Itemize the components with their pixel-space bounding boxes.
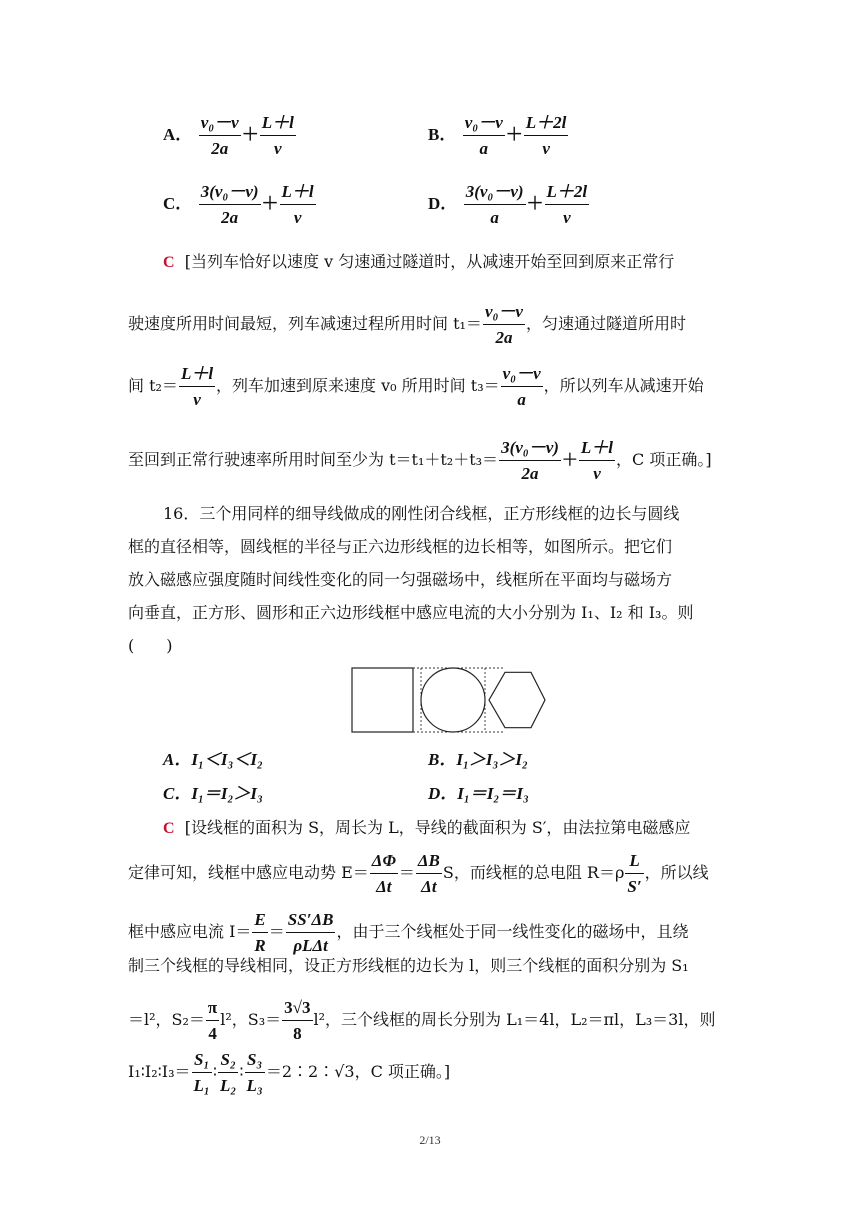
option-c-label: C． <box>163 194 193 214</box>
answer15-line3: 间 t₂＝ $\frac{L+l}{v}$ ，列车加速到原来速度 v₀ 所用时间 t₃＝ $\frac{\text{v₀－v}}{a}$ ，所以列车从减速开始 <box>128 364 704 409</box>
option-d-label: D． <box>428 194 458 214</box>
answer15-line2: 驶速度所用时间最短，列车减速过程所用时间 t₁＝ $\frac{\text{v₀－v}}{2a}$ ，匀速通过隧道所用时 <box>128 302 686 347</box>
answer16-line2: 定律可知，线框中感应电动势 E＝ $\frac{\Delta\Phi}{\Delta t}$ ＝ $\frac{\Delta B}{\Delta t}$ S，而线框的总电阻 R＝ρ $\frac{L}{S'}$ ，所以线 <box>128 851 709 896</box>
fraction: $\frac{L+2l}{v}$ <box>525 113 567 158</box>
fraction: $\frac{3√3}{8}$ <box>284 998 311 1043</box>
q16-option-c: C．I₁＝I₂＞I₃ <box>163 784 263 803</box>
answer15-line1: C [当列车恰好以速度 v 匀速通过隧道时，从减速开始至回到原来正常行 <box>163 252 675 271</box>
fraction: $\frac{\text{3(v₀－v)}}{2a}$ <box>501 438 559 483</box>
q16-line1: 16．三个用同样的细导线做成的刚性闭合线框，正方形线框的边长与圆线 <box>163 504 680 523</box>
fraction: $\frac{\text{3(v₀－v)}}{a}$ <box>465 182 524 227</box>
fraction: $\frac{L+l}{v}$ <box>580 438 614 483</box>
option-a-label: A． <box>163 125 193 145</box>
answer15-line4: 至回到正常行驶速率所用时间至少为 t＝t₁＋t₂＋t₃＝ $\frac{\text{3(v₀－v)}}{2a}$ ＋ $\frac{L+l}{v}$ ，C 项正确。] <box>128 438 712 483</box>
q16-line4: 向垂直，正方形、圆形和正六边形线框中感应电流的大小分别为 I₁、I₂ 和 I₃。则 <box>128 603 694 622</box>
q16-option-a: A．I₁＜I₃＜I₂ <box>163 750 263 769</box>
q16-option-b: B．I₁＞I₃＞I₂ <box>428 750 528 769</box>
answer-letter: C <box>163 820 175 837</box>
fraction: $\frac{L+l}{v}$ <box>180 364 214 409</box>
fraction: $\frac{\text{v₀－v}}{2a}$ <box>484 302 523 347</box>
option-c: C． $\frac{\text{3(v₀－v)}}{2a}$ ＋ $\frac{L+l}{v}$ <box>163 182 314 227</box>
answer-letter: C <box>163 254 175 271</box>
fraction: $\frac{\pi}{4}$ <box>207 998 218 1043</box>
circle-frame <box>421 668 485 732</box>
fraction: $\frac{\Delta B}{\Delta t}$ <box>417 851 440 896</box>
fraction: $\frac{\text{v₀－v}}{a}$ <box>502 364 541 409</box>
fraction: $\frac{L+2l}{v}$ <box>546 182 588 227</box>
answer16-line6: I₁∶I₂∶I₃＝ $\frac{\text{S₁}}{\text{L₁}}$ ∶ $\frac{\text{S₂}}{\text{L₂}}$ ∶ $\frac{\text{S₃}}{\text{L₃}}$ ＝2∶2∶√3，C 项正确。] <box>128 1050 451 1095</box>
page-number: 2/13 <box>419 1133 441 1147</box>
fraction: $\frac{L+l}{v}$ <box>281 182 314 227</box>
hexagon-frame <box>489 672 545 727</box>
answer16-line4: 制三个线框的导线相同，设正方形线框的边长为 l，则三个线框的面积分别为 S₁ <box>128 956 689 975</box>
fraction: $\frac{\text{S₂}}{\text{L₂}}$ <box>220 1050 237 1095</box>
fraction: $\frac{L}{S'}$ <box>627 851 642 896</box>
fraction: $\frac{\text{S₃}}{\text{L₃}}$ <box>246 1050 263 1095</box>
three-frames-figure <box>345 660 555 738</box>
fraction: $\frac{\text{v₀－v}}{a}$ <box>464 113 503 158</box>
fraction: $\frac{\text{v₀－v}}{2a}$ <box>200 113 239 158</box>
q16-line3: 放入磁感应强度随时间线性变化的同一匀强磁场中，线框所在平面均与磁场方 <box>128 570 673 589</box>
answer16-line1: C [设线框的面积为 S，周长为 L，导线的截面积为 S′，由法拉第电磁感应 <box>163 818 691 837</box>
fraction: $\frac{\Delta\Phi}{\Delta t}$ <box>371 851 396 896</box>
q16-line5: ( ) <box>128 636 173 655</box>
option-d: D． $\frac{\text{3(v₀－v)}}{a}$ ＋ $\frac{L+2l}{v}$ <box>428 182 588 227</box>
square-frame <box>352 668 413 732</box>
option-b-label: B． <box>428 125 457 145</box>
fraction: $\frac{\text{3(v₀－v)}}{2a}$ <box>200 182 259 227</box>
option-b: B． $\frac{\text{v₀－v}}{a}$ ＋ $\frac{L+2l}{v}$ <box>428 113 567 158</box>
q16-line2: 框的直径相等，圆线框的半径与正六边形线框的边长相等，如图所示。把它们 <box>128 537 673 556</box>
fraction: $\frac{\text{S₁}}{\text{L₁}}$ <box>193 1050 210 1095</box>
q16-option-d: D．I₁＝I₂＝I₃ <box>428 784 529 803</box>
option-a: A． $\frac{\text{v₀－v}}{2a}$ ＋ $\frac{L+l}{v}$ <box>163 113 294 158</box>
fraction: $\frac{L+l}{v}$ <box>261 113 294 158</box>
fraction: $\frac{E}{R}$ <box>254 910 266 955</box>
answer16-line3: 框中感应电流 I＝ $\frac{E}{R}$ ＝ $\frac{SS'\Delta B}{\text{ρLΔt}}$ ，由于三个线框处于同一线性变化的磁场中，且绕 <box>128 910 689 955</box>
answer16-line5: ＝l²，S₂＝ $\frac{\pi}{4}$ l²，S₃＝ $\frac{3√3}{8}$ l²，三个线框的周长分别为 L₁＝4l，L₂＝πl，L₃＝3l，则 <box>128 998 716 1043</box>
fraction: $\frac{SS'\Delta B}{\text{ρLΔt}}$ <box>287 910 334 955</box>
